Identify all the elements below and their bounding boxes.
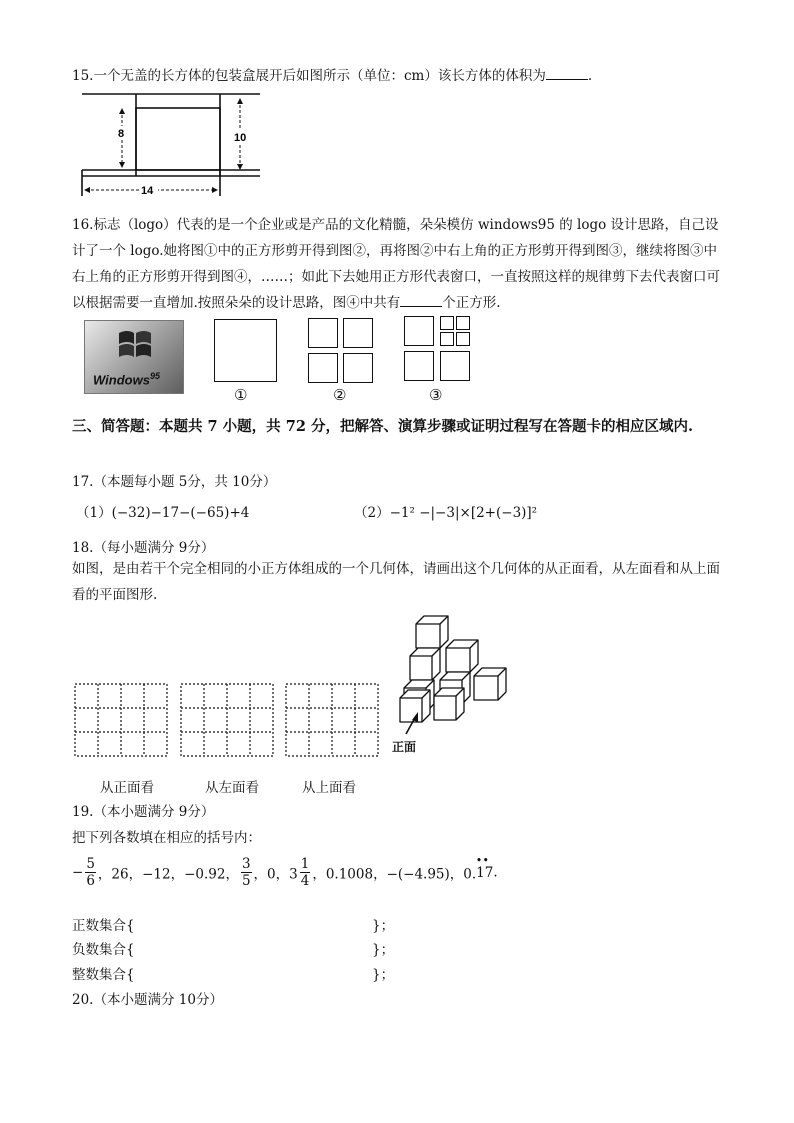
fraction-3-5: $\frac{3}{5}$ (241, 856, 251, 889)
grid-label-top: 从上面看 (302, 780, 356, 796)
q17-part2: （2）−1² −|−3|×[2+(−3)]² (354, 505, 538, 521)
set-integer: 整数集合{ (72, 967, 135, 983)
fig3-label: ③ (429, 386, 443, 404)
fig1-label: ① (234, 386, 248, 404)
front-direction-label: 正面 (392, 740, 417, 754)
set-positive-close: }； (372, 918, 395, 934)
q17-part1: （1）(−32)−17−(−65)+4 (76, 505, 250, 521)
set-integer-close: }； (372, 967, 395, 983)
grid-label-left: 从左面看 (205, 780, 259, 796)
logo-windows-text: Windows (93, 372, 150, 388)
q15-label-8: 8 (118, 128, 125, 140)
q16-text: 16.标志（logo）代表的是一个企业或是产品的文化精髓，朵朵模仿 windows95 的 logo 设计思路，自己设计了一个 logo.她将图①中的正方形剪开得到图②，再将图②中右上角的正方形剪开得到图③，继续将图③中右上角的正方形剪开得到图④，……；如此下去她用正方形代表窗口，一直按照这样的规律剪下去代表窗口可以根据需要一直增加.按照朵朵的设计思路，图④中共有 (72, 217, 720, 311)
q18-header: 18.（每小题满分 9分） (72, 540, 215, 556)
q15-answer-blank[interactable] (546, 65, 588, 80)
q15-label-10: 10 (234, 132, 247, 144)
set-positive: 正数集合{ (72, 918, 135, 934)
q18-text: 如图，是由若干个完全相同的小正方体组成的一个几何体，请画出这个几何体的从正面看，从左面看和从上面看的平面图形. (72, 561, 720, 603)
q17-part2-expr: −1² −|−3|×[2+(−3)]² (389, 505, 538, 521)
set-negative-close: }； (372, 942, 395, 958)
q17-part1-expr: (−32)−17−(−65)+4 (111, 505, 250, 521)
fraction-1-4: $\frac{1}{4}$ (300, 856, 310, 889)
q19-intro: 把下列各数填在相应的括号内： (72, 830, 261, 846)
windows-flag-icon (115, 327, 155, 365)
q15-question: 15.一个无盖的长方体的包装盒展开后如图所示（单位：cm）该长方体的体积为 . (72, 64, 592, 84)
q16-answer-blank[interactable] (400, 292, 442, 307)
q15-text: 15.一个无盖的长方体的包装盒展开后如图所示（单位：cm）该长方体的体积为 (72, 68, 546, 84)
q15-label-14: 14 (141, 185, 154, 197)
q18-cube-stack-figure (390, 612, 512, 758)
fig2-label: ② (333, 386, 347, 404)
q17-header: 17.（本题每小题 5分，共 10分） (72, 474, 277, 490)
grid-label-front: 从正面看 (100, 780, 154, 796)
q18-empty-grids (74, 682, 380, 760)
fig2-squares (308, 318, 374, 384)
fraction-neg-5-6: $\frac{5}{6}$ (86, 856, 95, 889)
q19-header: 19.（本小题满分 9分） (72, 804, 215, 820)
section3-title: 三、简答题：本题共 7 小题，共 72 分，把解答、演算步骤或证明过程写在答题卡的相应区域内. (72, 418, 694, 435)
set-negative: 负数集合{ (72, 942, 135, 958)
q16-question: 16.标志（logo）代表的是一个企业或是产品的文化精髓，朵朵模仿 windows95 的 logo 设计思路，自己设计了一个 logo.她将图①中的正方形剪开得到图②，再将图②中右上角的正方形剪开得到图③，继续将图③中右上角的正方形剪开得到图④，……；如此下去她用正方形代表窗口，一直按照这样的规律剪下去代表窗口可以根据需要一直增加.按照朵朵的设计思路，图④中共有 个正方形. (72, 217, 720, 311)
fig3-squares (404, 316, 470, 382)
q15-net-figure (78, 86, 264, 204)
windows95-logo-image: Windows$^{95}$ (84, 320, 184, 394)
fig1-square (214, 319, 277, 382)
q20-header: 20.（本小题满分 10分） (72, 992, 223, 1008)
repeating-decimal: •• 17 (476, 855, 494, 881)
q19-number-list: − $\frac{5}{6}$ ，26，−12，−0.92， $\frac{3}{5}$ ，0，3 $\frac{1}{4}$ ，0.1008，−(−4.95)，0. •• 17. (72, 855, 498, 889)
